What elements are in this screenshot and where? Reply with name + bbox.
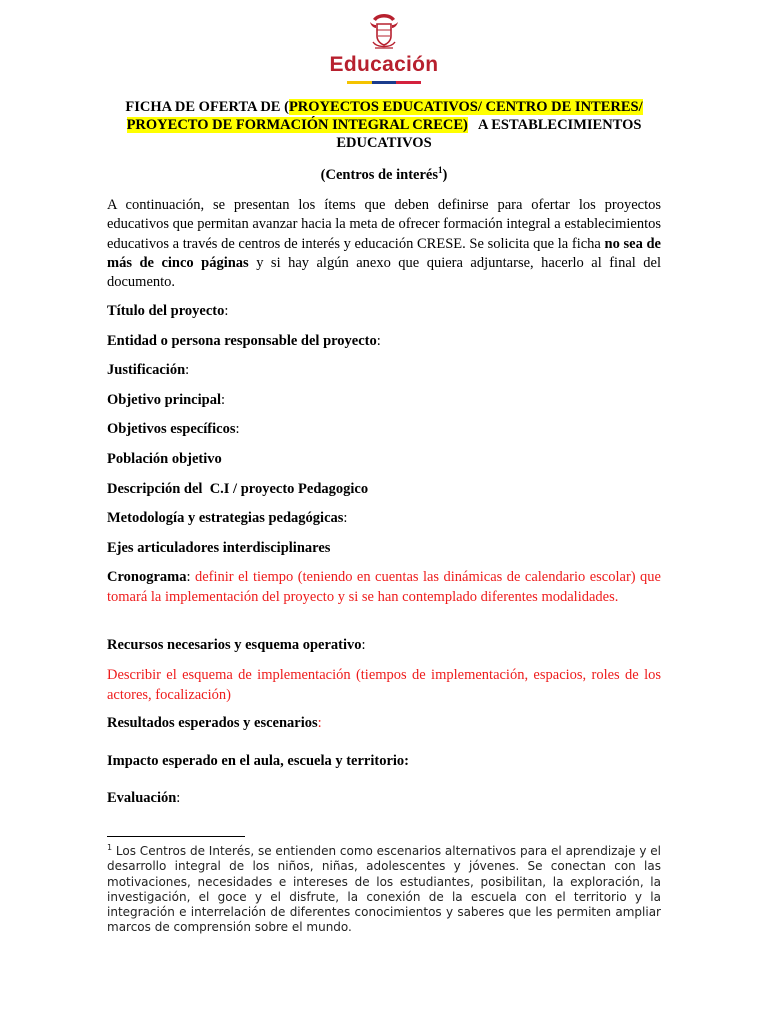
field-justificacion (107, 361, 661, 381)
field-colon: : (176, 790, 181, 806)
field-label: Evaluación (107, 790, 177, 806)
field-evaluacion (107, 789, 661, 809)
field-label: Ejes articuladores interdisciplinares (107, 540, 331, 556)
field-poblacion (107, 450, 661, 470)
field-label: Objetivos específicos (107, 421, 236, 437)
field-objetivo-principal (107, 391, 661, 411)
field-ejes (107, 539, 661, 559)
logo-wordmark: Educación (329, 53, 439, 76)
flag-red (396, 81, 421, 84)
document-subtitle (107, 166, 661, 184)
field-colon: : (317, 715, 322, 731)
field-colon: : (224, 303, 229, 319)
field-metodologia (107, 509, 661, 529)
field-label: Cronograma (107, 569, 187, 585)
field-colon: : (185, 362, 190, 378)
field-recursos (107, 636, 661, 656)
intro-text-1: A continuación, se presentan los ítems que deben definirse para ofertar los proyectos educativos que permitan avanzar hacia la meta de ofrecer formación integral a establecimientos educativos a través de centros de interés y educación CRESE. Se solicita que la ficha (107, 197, 661, 252)
field-label: Descripción del C.I / proyecto Pedagogico (107, 481, 369, 497)
field-cronograma (107, 568, 661, 607)
field-colon: : (186, 569, 191, 585)
field-objetivos-especificos (107, 420, 661, 440)
field-label: Metodología y estrategias pedagógicas (107, 510, 344, 526)
field-resultados (107, 714, 661, 734)
ministry-logo (0, 12, 768, 84)
footnote-text: Los Centros de Interés, se entienden como escenarios alternativos para el aprendizaje y el desarrollo integral de los niños, niñas, adolescentes y jóvenes. Se conectan con las motivaciones, necesidades e intereses de los estudiantes, posibilitan, la exploración, la investigación, el goce y el disfrute, la conexión de la escuela con el territorio y la integración e interrelación de diferentes conocimientos y saberes que les permiten ampliar marcos de comprensión sobre el mundo. (107, 844, 661, 935)
subtitle-close: ) (442, 167, 448, 183)
field-colon: : (235, 421, 240, 437)
field-label: Población objetivo (107, 451, 222, 467)
field-instruction: definir el tiempo (teniendo en cuentas las dinámicas de calendario escolar) que tomará la implementación del proyecto y si se han contemplado diferentes modalidades. (107, 569, 661, 605)
field-label: Impacto esperado en el aula, escuela y territorio: (107, 753, 410, 769)
flag-blue (372, 81, 397, 84)
subtitle-text: (Centros de interés (320, 167, 438, 183)
field-entidad (107, 332, 661, 352)
field-label: Recursos necesarios y esquema operativo (107, 637, 362, 653)
field-descripcion (107, 480, 661, 500)
field-colon: : (376, 333, 381, 349)
field-label: Entidad o persona responsable del proyecto (107, 333, 377, 349)
flag-yellow (347, 81, 372, 84)
footnote-separator (107, 836, 245, 837)
field-label: Resultados esperados y escenarios (107, 715, 318, 731)
field-titulo (107, 302, 661, 322)
intro-bold: no sea de más de cinco páginas (107, 235, 661, 271)
title-suffix: A ESTABLECIMIENTOS EDUCATIVOS (336, 117, 642, 151)
intro-text-2: y si hay algún anexo que quiera adjuntarse, hacerlo al final del documento. (107, 254, 661, 291)
footnote-mark: 1 (107, 843, 113, 852)
field-colon: : (361, 637, 366, 653)
field-label: Justificación (107, 362, 186, 378)
coat-of-arms-icon (367, 12, 401, 52)
flag-stripe (347, 81, 421, 84)
field-recursos-instruction: Describir el esquema de implementación (tiempos de implementación, espacios, roles de los actores, focalización) (107, 667, 661, 703)
field-label: Objetivo principal (107, 392, 221, 408)
field-impacto (107, 752, 661, 772)
intro-paragraph (107, 196, 661, 292)
footnote-ref: 1 (437, 165, 443, 176)
document-title (107, 98, 661, 152)
footnote (107, 840, 661, 936)
field-label: Título del proyecto (107, 303, 225, 319)
field-colon: : (221, 392, 226, 408)
title-prefix: FICHA DE OFERTA DE ( (125, 99, 289, 115)
field-colon: : (343, 510, 348, 526)
title-highlighted: PROYECTOS EDUCATIVOS/ CENTRO DE INTERES/ PROYECTO DE FORMACIÓN INTEGRAL CRECE) (126, 99, 643, 133)
